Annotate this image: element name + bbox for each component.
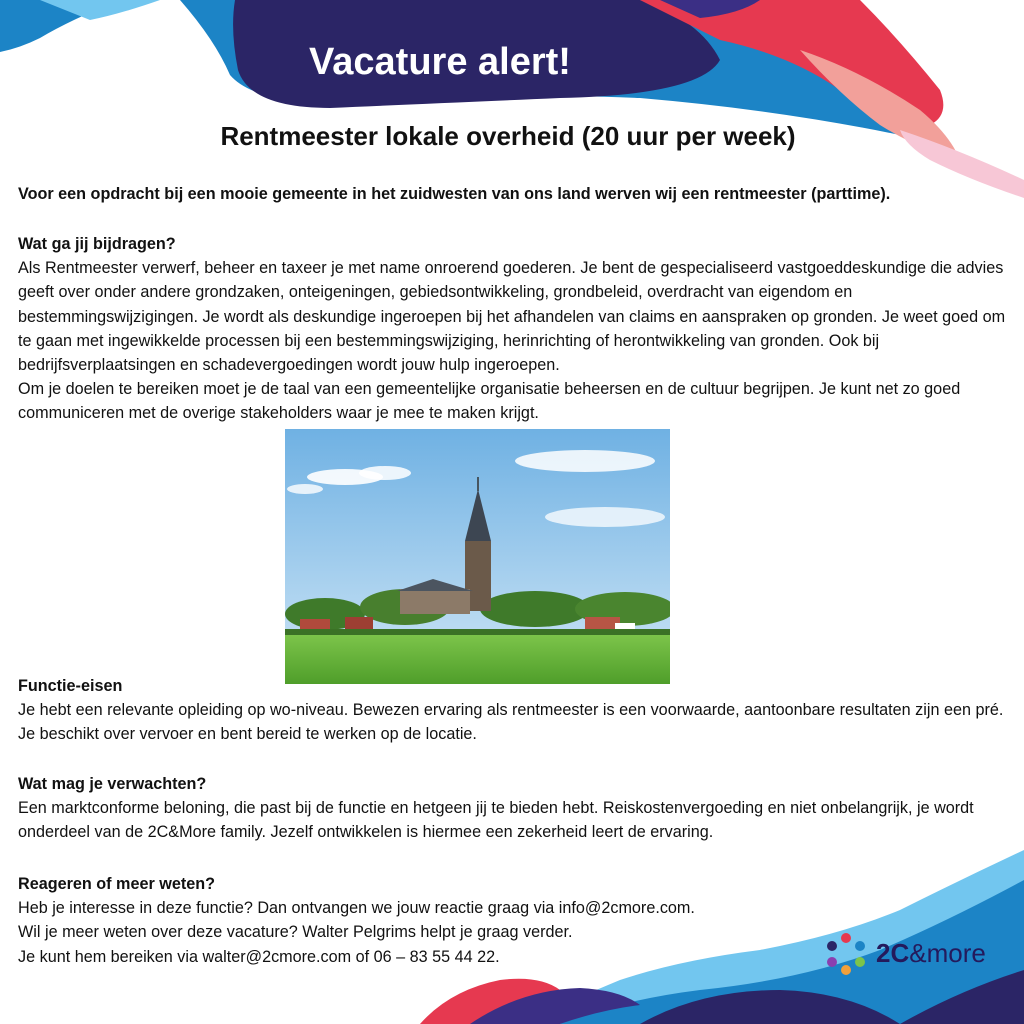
section-heading: Wat ga jij bijdragen?: [18, 235, 176, 253]
section-paragraph: Een marktconforme beloning, die past bij de functie en hetgeen jij te bieden hebt. Reiskostenvergoeding en niet onbelangrijk, je wordt onderdeel van de 2C&More family. Jezelf ontwikkelen is hiermee een zekerheid leert de ervaring.: [18, 799, 974, 842]
intro-text: Voor een opdracht bij een mooie gemeente in het zuidwesten van ons land werven wij een rentmeester (parttime).: [18, 185, 891, 203]
section-heading: Wat mag je verwachten?: [18, 775, 207, 793]
logo-bold: 2C: [876, 938, 910, 968]
section-contribute: [18, 232, 1008, 426]
job-title: Rentmeester lokale overheid (20 uur per week): [220, 121, 796, 151]
top-banner: [0, 0, 1024, 200]
section-paragraph: Je hebt een relevante opleiding op wo-niveau. Bewezen ervaring als rentmeester is een voorwaarde, aantoonbare resultaten zijn een pré. Je beschikt over vervoer en bent bereid te werken op de locatie.: [18, 701, 1004, 744]
section-heading: Functie-eisen: [18, 677, 123, 695]
logo-wordmark: [876, 938, 986, 969]
contact-line: Je kunt hem bereiken via walter@2cmore.com of 06 – 83 55 44 22.: [18, 947, 500, 966]
people-circle-icon: [822, 930, 870, 978]
logo-rest: &more: [909, 938, 986, 968]
section-expect: [18, 772, 1008, 845]
section-paragraph: Als Rentmeester verwerf, beheer en taxeer je met name onroerend goederen. Je bent de gespecialiseerd vastgoeddeskundige die advies geeft over onder andere grondzaken, onteigeningen, gebiedsontwikkeling, grondbeleid, overdracht van eigendom en bestemmingswijzigingen. Je wordt als deskundige ingeroepen bij het afhandelen van claims en aanspraken op gronden. Je weet goed om te gaan met ingewikkelde processen bij een bestemmingswijziging, herinrichting of herontwikkeling van gronden. Ook bij bedrijfsverplaatsingen en schadevergoedingen wordt jouw hulp ingeroepen.: [18, 259, 1006, 375]
brand-logo: [822, 930, 992, 982]
contact-line: Wil je meer weten over deze vacature? Walter Pelgrims helpt je graag verder.: [18, 923, 573, 942]
section-heading: Reageren of meer weten?: [18, 875, 216, 893]
banner-headline: Vacature alert!: [309, 41, 571, 83]
contact-line: Heb je interesse in deze functie? Dan ontvangen we jouw reactie graag via info@2cmore.com.: [18, 899, 695, 918]
section-paragraph: Om je doelen te bereiken moet je de taal van een gemeentelijke organisatie beheersen en de cultuur begrijpen. Je kunt net zo goed communiceren met de overige stakeholders waar je mee te maken krijgt.: [18, 380, 961, 423]
section-requirements: [18, 674, 1008, 747]
village-church-photo: [285, 429, 670, 684]
